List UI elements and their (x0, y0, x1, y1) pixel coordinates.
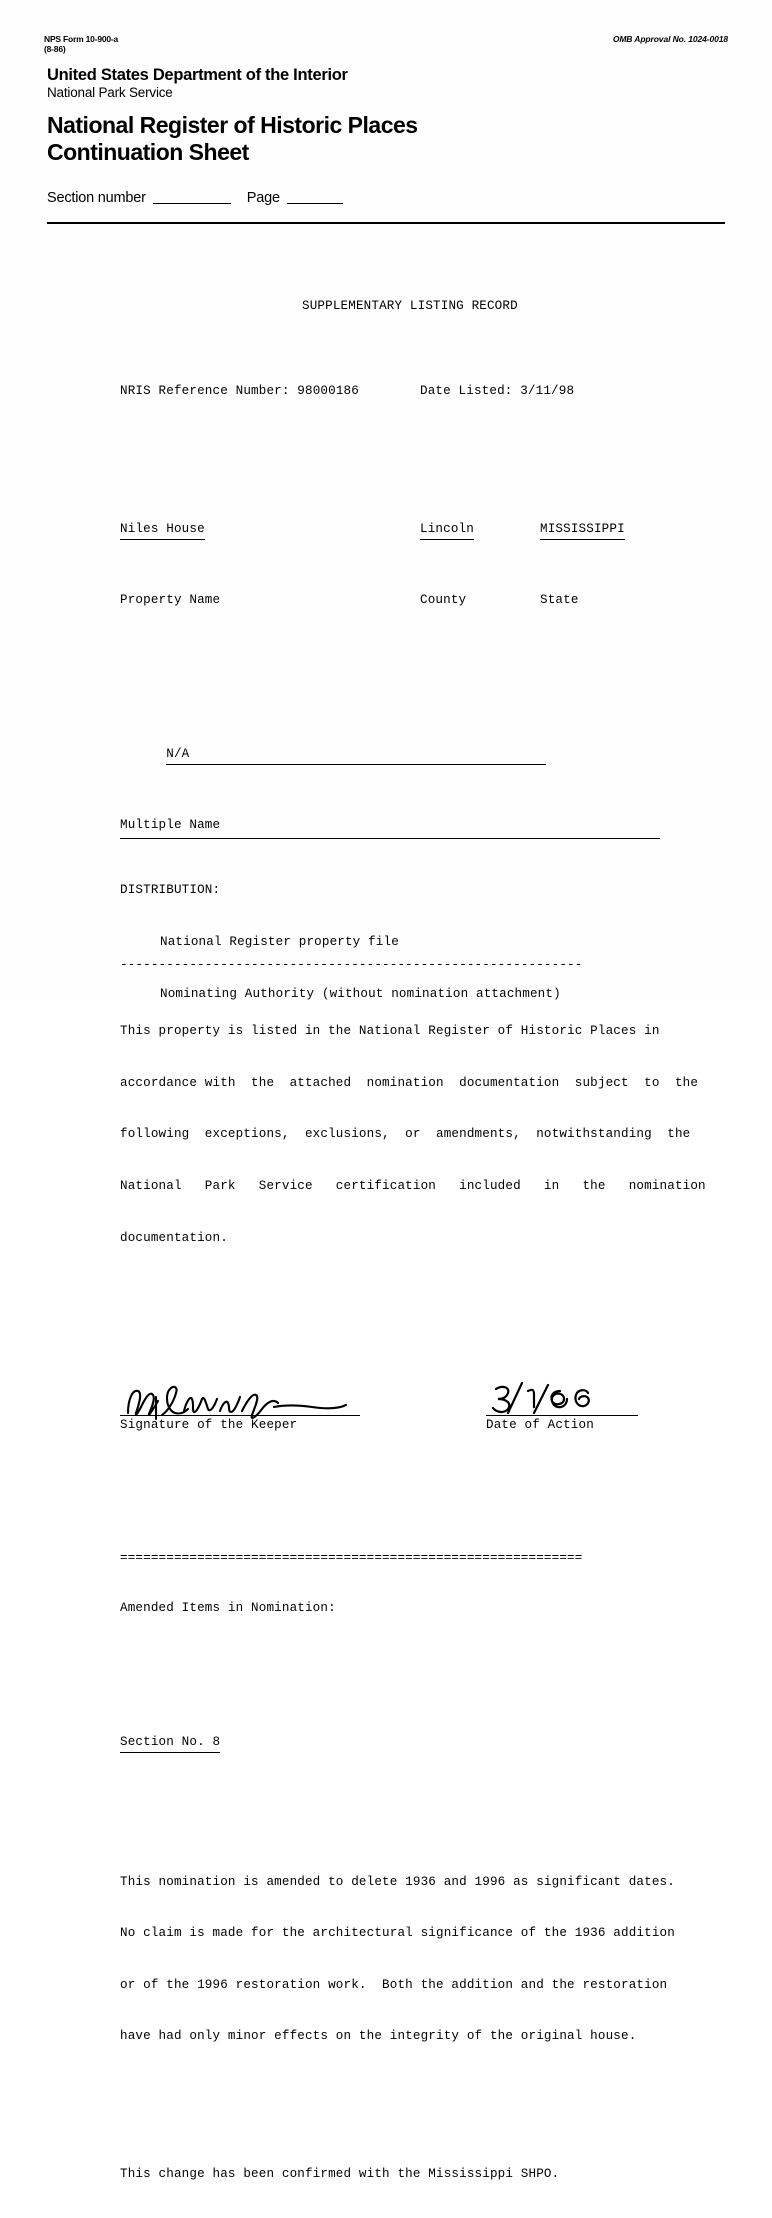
property-label-row (120, 592, 730, 609)
distribution-item-1: National Register property file (160, 935, 399, 950)
section-page-row (47, 190, 343, 207)
statement-line-2: accordance with the attached nomination documentation subject to the (120, 1075, 699, 1090)
nris-line (120, 383, 420, 400)
state-label: State (540, 592, 579, 607)
statement-line-3: following exceptions, exclusions, or amendments, notwithstanding the (120, 1127, 691, 1142)
distribution-block (120, 848, 561, 1037)
page-number-blank[interactable] (287, 202, 343, 204)
section-no-value: Section No. 8 (120, 1734, 220, 1753)
amendment-line-4: have had only minor effects on the integrity of the original house. (120, 2029, 637, 2044)
statement-line-4: National Park Service certification included in the nomination (120, 1178, 706, 1193)
page-title-line-2: Continuation Sheet (47, 139, 249, 165)
date-listed-label: Date Listed: (420, 384, 513, 399)
page-title-line-1: National Register of Historic Places (47, 112, 418, 138)
signature-label: Signature of the Keeper (120, 1418, 298, 1433)
section-number-blank[interactable] (153, 202, 231, 204)
equals-separator: ============================================================ (120, 1551, 583, 1566)
form-number-line1: NPS Form 10-900-a (44, 34, 119, 44)
agency-block (47, 66, 348, 101)
confirmation-line: This change has been confirmed with the Mississippi SHPO. (120, 2166, 560, 2181)
distribution-divider (120, 838, 660, 839)
property-name-cell (120, 521, 420, 540)
multiple-name-label: Multiple Name (120, 818, 221, 833)
amended-items-label: Amended Items in Nomination: (120, 1600, 336, 1615)
date-of-action-handwritten (488, 1379, 648, 1419)
date-listed-line (420, 383, 574, 400)
property-name-value: Niles House (120, 521, 205, 540)
signature-line (120, 1415, 360, 1416)
date-listed-value: 3/11/98 (520, 384, 575, 399)
amendment-line-2: No claim is made for the architectural significance of the 1936 addition (120, 1926, 675, 1941)
signature-labels (120, 1417, 720, 1434)
amendment-line-1: This nomination is amended to delete 1936 and 1996 as significant dates. (120, 1874, 675, 1889)
page-title (47, 112, 418, 166)
signature-block (120, 1387, 730, 1431)
page-label: Page (246, 190, 280, 206)
property-name-label: Property Name (120, 592, 221, 607)
record-title: SUPPLEMENTARY LISTING RECORD (302, 298, 518, 313)
nris-label: NRIS Reference Number: (120, 384, 290, 399)
county-label: County (420, 592, 467, 607)
distribution-heading: DISTRIBUTION: (120, 883, 221, 898)
form-number-line2: (8-86) (44, 44, 66, 54)
agency-line-1: United States Department of the Interior (47, 66, 348, 84)
state-cell (540, 521, 720, 540)
distribution-item-2: Nominating Authority (without nomination attachment) (160, 986, 561, 1001)
section-no-label (120, 1734, 730, 1753)
state-value: MISSISSIPPI (540, 521, 625, 540)
section-number-label: Section number (47, 190, 146, 206)
form-number (44, 34, 118, 54)
date-of-action-line (486, 1415, 638, 1416)
nris-row (120, 383, 730, 400)
record-body (120, 246, 730, 2218)
omb-approval: OMB Approval No. 1024-0018 (612, 34, 728, 44)
property-name-row (120, 521, 730, 540)
dashed-separator: ------------------------------------------------------------ (120, 957, 583, 972)
statement-line-1: This property is listed in the National Register of Historic Places in (120, 1024, 660, 1039)
nris-value: 98000186 (297, 384, 359, 399)
county-cell (420, 521, 540, 540)
multiple-name-value: N/A (166, 746, 546, 765)
date-of-action-label: Date of Action (486, 1418, 594, 1433)
multiple-name-row (120, 729, 730, 783)
agency-line-2: National Park Service (47, 85, 173, 100)
amendment-line-3: or of the 1996 restoration work. Both the addition and the restoration (120, 1977, 668, 1992)
statement-line-5: documentation. (120, 1230, 228, 1245)
header-divider (47, 222, 725, 224)
county-value: Lincoln (420, 521, 474, 540)
